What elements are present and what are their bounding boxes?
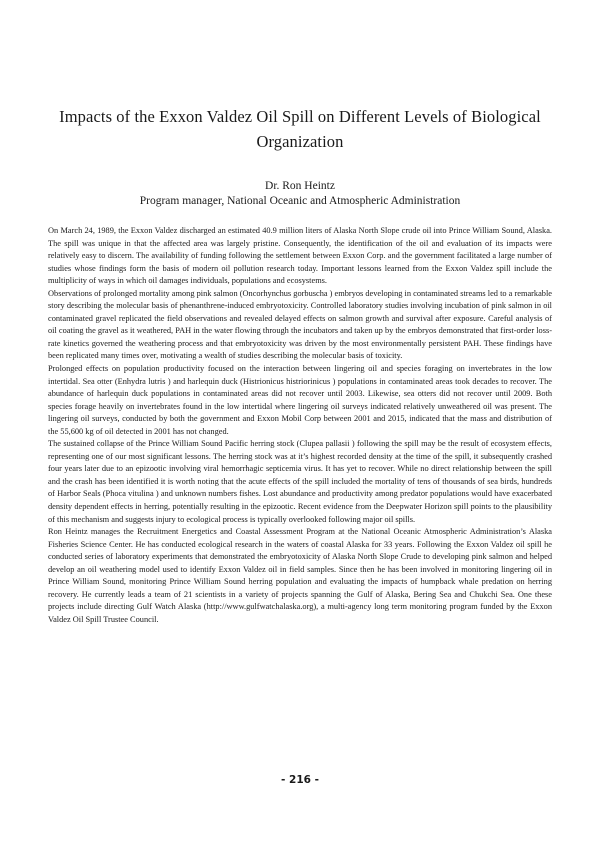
paragraph-intro: On March 24, 1989, the Exxon Valdez discharged an estimated 40.9 million liters of Alaska North Slope crude oil into Prince William Sound, Alaska. The spill was unique in that the affected area was largely pristine. Consequently, the identification of the oil and evaluation of its impacts were relatively easy to discern. The availability of funding following the settlement between Exxon Corp. and the government facilitated a large number of studies whose findings form the basis of modern oil pollution research today. Important lessons learned from the Exxon Valdez spill include the multiplicity of ways in which oil damages individuals, populations and ecosystems.	[48, 226, 552, 286]
page-number: - 216 -	[281, 774, 319, 786]
paragraph-population-productivity: Prolonged effects on population productivity focused on the interaction between lingering oil and species foraging on invertebrates in the low intertidal. Sea otter (Enhydra lutris ) and harlequin duck (Histrionicus histriorinicus ) populations in contaminated areas took decades to recover. The abundance of harlequin duck populations in contaminated areas did not recover until 2003. Likewise, sea otters did not recover until 2009. Both species forage heavily on invertebrates found in the low intertidal where lingering oil surveys indicated relatively unweathered oil was present. The lingering oil surveys, conducted by both the government and Exxon Mobil Corp between 2001 and 2015, indicated that the mass and distribution of the 55,600 kg of oil detected in 2001 has not changed.	[48, 364, 552, 436]
paragraph-author-bio: Ron Heintz manages the Recruitment Energetics and Coastal Assessment Program at the National Oceanic Atmospheric Administration’s Alaska Fisheries Science Center. He has conducted ecological research in the waters of coastal Alaska for 33 years. Following the Exxon Valdez oil spill he conducted series of laboratory experiments that demonstrated the embryotoxicity of Alaska North Slope Crude to developing pink salmon and helped develop an oil weathering model used to identify Exxon Valdez oil in field samples. Since then he has been involved in monitoring lingering oil in Prince William Sound, monitoring Prince William Sound herring population and evaluating the impacts of humpback whale predation on herring recovery. He currently leads a team of 21 scientists in a variety of projects spanning the Gulf of Alaska, Bering Sea and Chukchi Sea. One these projects include directing Gulf Watch Alaska (http://www.gulfwatchalaska.org), a multi-agency long term monitoring program funded by the Exxon Valdez Oil Spill Trustee Council.	[48, 527, 552, 624]
paragraph-pink-salmon: Observations of prolonged mortality among pink salmon (Oncorhynchus gorbuscha ) embryos developing in contaminated streams led to a remarkable story describing the molecular basis of phenanthrene-induced embryotoxicity. Controlled laboratory studies involving incubation of pink salmon in oil contaminated gravel replicated the field observations and revealed delayed effects on salmon growth and survival after exposure. Careful analysis of oil coating the gravel as it weathered, PAH in the water flowing through the incubators and taken up by the embryos demonstrated that first-order loss-rate kinetics governed the weathering process and that embryotoxicity was driven by the most environmentally persistent PAH. These findings have been replicated many times over, motivating a wealth of studies describing the molecular basis of toxicity.	[48, 288, 552, 361]
author-affiliation: Program manager, National Oceanic and Atmospheric Administration	[139, 195, 461, 207]
author-name: Dr. Ron Heintz	[265, 180, 335, 192]
paragraph-herring: The sustained collapse of the Prince William Sound Pacific herring stock (Clupea pallasii ) following the spill may be the result of ecosystem effects, representing one of our most significant lessons. The herring stock was at it’s highest recorded density at the time of the spill, it subsequently crashed four years later due to an epizootic involving viral hemorrhagic septicemia virus. It has yet to recover. While no direct relationship between the spill and the crash has been identified it is worth noting that the acute effects of the spill included the mortality of tens of thousands of sea birds, hundreds of Harbor Seals (Phoca vitulina ) and unknown numbers fishes. Lost abundance and productivity among predator populations would have exacerbated density dependent effects in herring, potentially resulting in the epizootic. Recent evidence from the Deepwater Horizon spill points to the plausibility of this mechanism and suggests injury to ecological process is typically overlooked following major oil spills.	[48, 439, 552, 524]
document-title: Impacts of the Exxon Valdez Oil Spill on Different Levels of Biological Organization	[59, 107, 541, 151]
body-text	[48, 225, 552, 627]
